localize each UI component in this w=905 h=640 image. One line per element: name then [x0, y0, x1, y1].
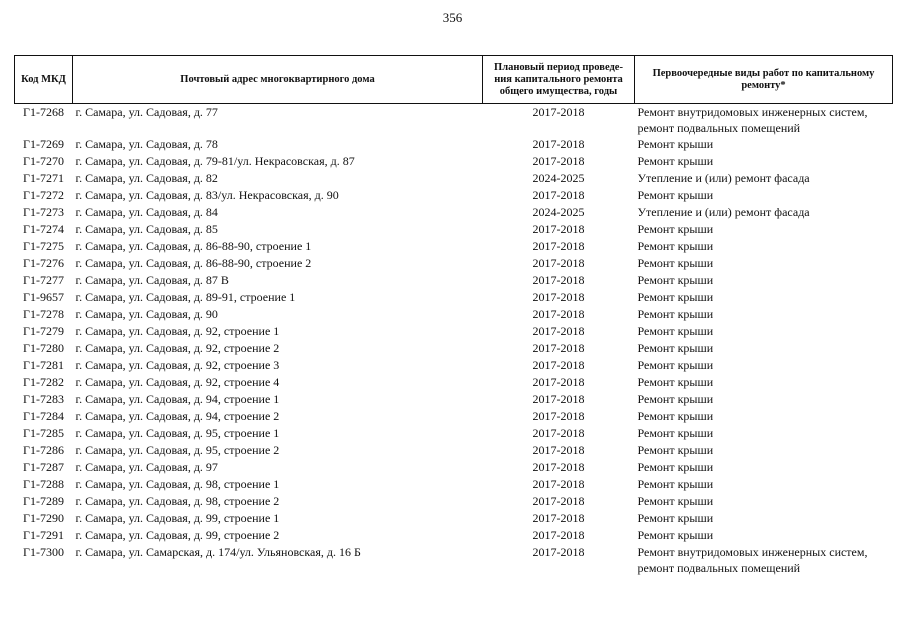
cell-period: 2017-2018 — [532, 409, 585, 423]
cell-works: Ремонт крыши — [637, 494, 714, 508]
table-row — [15, 527, 893, 544]
table-row — [15, 476, 893, 493]
header-address: Почтовый адрес многоквартирного дома — [73, 56, 483, 104]
cell-code: Г1-7275 — [23, 239, 64, 253]
cell-code: Г1-7271 — [23, 171, 64, 185]
cell-code: Г1-7278 — [23, 307, 64, 321]
table-row — [15, 459, 893, 476]
capital-repair-table — [14, 55, 893, 576]
cell-address: г. Самара, ул. Садовая, д. 83/ул. Некрасовская, д. 90 — [75, 188, 339, 202]
cell-period: 2024-2025 — [532, 205, 585, 219]
cell-address: г. Самара, ул. Садовая, д. 99, строение 1 — [75, 511, 280, 525]
cell-code: Г1-7279 — [23, 324, 64, 338]
cell-code: Г1-7285 — [23, 426, 64, 440]
header-code: Код МКД — [15, 56, 73, 104]
cell-works: Утепление и (или) ремонт фасада — [637, 171, 810, 185]
table-row — [15, 510, 893, 527]
cell-address: г. Самара, ул. Садовая, д. 99, строение 2 — [75, 528, 280, 542]
cell-works: Ремонт крыши — [637, 528, 714, 542]
table-row — [15, 104, 893, 137]
table-row — [15, 391, 893, 408]
cell-address: г. Самара, ул. Садовая, д. 94, строение 1 — [75, 392, 280, 406]
cell-address: г. Самара, ул. Садовая, д. 95, строение 2 — [75, 443, 280, 457]
cell-period: 2017-2018 — [532, 375, 585, 389]
cell-code: Г1-7288 — [23, 477, 64, 491]
table-row — [15, 408, 893, 425]
cell-address: г. Самара, ул. Садовая, д. 98, строение 2 — [75, 494, 280, 508]
cell-period: 2024-2025 — [532, 171, 585, 185]
cell-address: г. Самара, ул. Садовая, д. 86-88-90, строение 1 — [75, 239, 312, 253]
page-number: 356 — [442, 10, 463, 25]
table-row — [15, 153, 893, 170]
cell-period: 2017-2018 — [532, 324, 585, 338]
cell-address: г. Самара, ул. Садовая, д. 86-88-90, строение 2 — [75, 256, 312, 270]
cell-works: Ремонт внутридомовых инженерных систем, ремонт подвальных помещений — [637, 105, 868, 135]
cell-period: 2017-2018 — [532, 460, 585, 474]
cell-works: Ремонт крыши — [637, 256, 714, 270]
cell-works: Ремонт крыши — [637, 273, 714, 287]
cell-works: Ремонт крыши — [637, 477, 714, 491]
cell-code: Г1-7274 — [23, 222, 64, 236]
table-row — [15, 493, 893, 510]
cell-period: 2017-2018 — [532, 273, 585, 287]
cell-works: Ремонт крыши — [637, 460, 714, 474]
cell-works: Ремонт крыши — [637, 443, 714, 457]
cell-period: 2017-2018 — [532, 222, 585, 236]
cell-code: Г1-7291 — [23, 528, 64, 542]
cell-period: 2017-2018 — [532, 290, 585, 304]
cell-address: г. Самара, ул. Садовая, д. 98, строение 1 — [75, 477, 280, 491]
cell-address: г. Самара, ул. Садовая, д. 87 В — [75, 273, 229, 287]
table-row — [15, 255, 893, 272]
cell-address: г. Самара, ул. Садовая, д. 92, строение 2 — [75, 341, 280, 355]
table-header-row — [15, 56, 893, 104]
cell-code: Г1-7283 — [23, 392, 64, 406]
cell-works: Ремонт крыши — [637, 290, 714, 304]
cell-code: Г1-7287 — [23, 460, 64, 474]
cell-works: Ремонт крыши — [637, 324, 714, 338]
cell-period: 2017-2018 — [532, 256, 585, 270]
table-body — [15, 104, 893, 577]
cell-works: Ремонт крыши — [637, 239, 714, 253]
cell-period: 2017-2018 — [532, 545, 585, 559]
table-row — [15, 323, 893, 340]
cell-works: Ремонт крыши — [637, 341, 714, 355]
cell-address: г. Самара, ул. Садовая, д. 92, строение 3 — [75, 358, 280, 372]
cell-address: г. Самара, ул. Садовая, д. 82 — [75, 171, 218, 185]
table-row — [15, 306, 893, 323]
cell-code: Г1-7281 — [23, 358, 64, 372]
cell-period: 2017-2018 — [532, 426, 585, 440]
cell-period: 2017-2018 — [532, 105, 585, 119]
table-row — [15, 357, 893, 374]
cell-code: Г1-7300 — [23, 545, 64, 559]
cell-works: Ремонт крыши — [637, 392, 714, 406]
cell-works: Утепление и (или) ремонт фасада — [637, 205, 810, 219]
cell-period: 2017-2018 — [532, 358, 585, 372]
cell-works: Ремонт внутридомовых инженерных систем, ремонт подвальных помещений — [637, 545, 868, 575]
cell-code: Г1-7290 — [23, 511, 64, 525]
cell-period: 2017-2018 — [532, 307, 585, 321]
header-works: Первоочередные виды работ по капитальному ремонту* — [635, 56, 893, 104]
cell-period: 2017-2018 — [532, 528, 585, 542]
cell-works: Ремонт крыши — [637, 426, 714, 440]
cell-address: г. Самара, ул. Садовая, д. 90 — [75, 307, 218, 321]
cell-period: 2017-2018 — [532, 188, 585, 202]
cell-works: Ремонт крыши — [637, 137, 714, 151]
cell-period: 2017-2018 — [532, 494, 585, 508]
table-row — [15, 425, 893, 442]
cell-code: Г1-7289 — [23, 494, 64, 508]
cell-code: Г1-7276 — [23, 256, 64, 270]
cell-code: Г1-7273 — [23, 205, 64, 219]
cell-address: г. Самара, ул. Садовая, д. 97 — [75, 460, 218, 474]
header-period: Плановый период проведе-ния капитального ремонта общего имущества, годы — [483, 56, 635, 104]
cell-works: Ремонт крыши — [637, 375, 714, 389]
table-row — [15, 136, 893, 153]
table-row — [15, 238, 893, 255]
table-row — [15, 340, 893, 357]
cell-address: г. Самара, ул. Садовая, д. 85 — [75, 222, 218, 236]
cell-address: г. Самара, ул. Садовая, д. 84 — [75, 205, 218, 219]
cell-address: г. Самара, ул. Садовая, д. 92, строение 4 — [75, 375, 280, 389]
cell-works: Ремонт крыши — [637, 358, 714, 372]
cell-period: 2017-2018 — [532, 137, 585, 151]
cell-period: 2017-2018 — [532, 239, 585, 253]
cell-period: 2017-2018 — [532, 443, 585, 457]
table-row — [15, 442, 893, 459]
cell-works: Ремонт крыши — [637, 222, 714, 236]
cell-address: г. Самара, ул. Садовая, д. 78 — [75, 137, 218, 151]
cell-address: г. Самара, ул. Садовая, д. 79-81/ул. Некрасовская, д. 87 — [75, 154, 355, 168]
cell-code: Г1-7270 — [23, 154, 64, 168]
cell-code: Г1-7282 — [23, 375, 64, 389]
table-row — [15, 374, 893, 391]
cell-code: Г1-7272 — [23, 188, 64, 202]
table-row — [15, 272, 893, 289]
table-row — [15, 170, 893, 187]
table-row — [15, 289, 893, 306]
cell-period: 2017-2018 — [532, 511, 585, 525]
cell-works: Ремонт крыши — [637, 511, 714, 525]
table-row — [15, 544, 893, 576]
cell-works: Ремонт крыши — [637, 154, 714, 168]
cell-code: Г1-7269 — [23, 137, 64, 151]
table-row — [15, 204, 893, 221]
cell-address: г. Самара, ул. Самарская, д. 174/ул. Ульяновская, д. 16 Б — [75, 545, 361, 559]
cell-address: г. Самара, ул. Садовая, д. 77 — [75, 105, 218, 119]
cell-code: Г1-7280 — [23, 341, 64, 355]
cell-period: 2017-2018 — [532, 392, 585, 406]
cell-works: Ремонт крыши — [637, 188, 714, 202]
cell-works: Ремонт крыши — [637, 409, 714, 423]
cell-address: г. Самара, ул. Садовая, д. 92, строение 1 — [75, 324, 280, 338]
cell-code: Г1-9657 — [23, 290, 64, 304]
table-row — [15, 187, 893, 204]
table-row — [15, 221, 893, 238]
cell-code: Г1-7277 — [23, 273, 64, 287]
cell-address: г. Самара, ул. Садовая, д. 94, строение 2 — [75, 409, 280, 423]
cell-address: г. Самара, ул. Садовая, д. 89-91, строение 1 — [75, 290, 296, 304]
cell-period: 2017-2018 — [532, 341, 585, 355]
cell-period: 2017-2018 — [532, 154, 585, 168]
cell-code: Г1-7286 — [23, 443, 64, 457]
cell-address: г. Самара, ул. Садовая, д. 95, строение 1 — [75, 426, 280, 440]
cell-works: Ремонт крыши — [637, 307, 714, 321]
cell-code: Г1-7268 — [23, 105, 64, 119]
cell-code: Г1-7284 — [23, 409, 64, 423]
cell-period: 2017-2018 — [532, 477, 585, 491]
